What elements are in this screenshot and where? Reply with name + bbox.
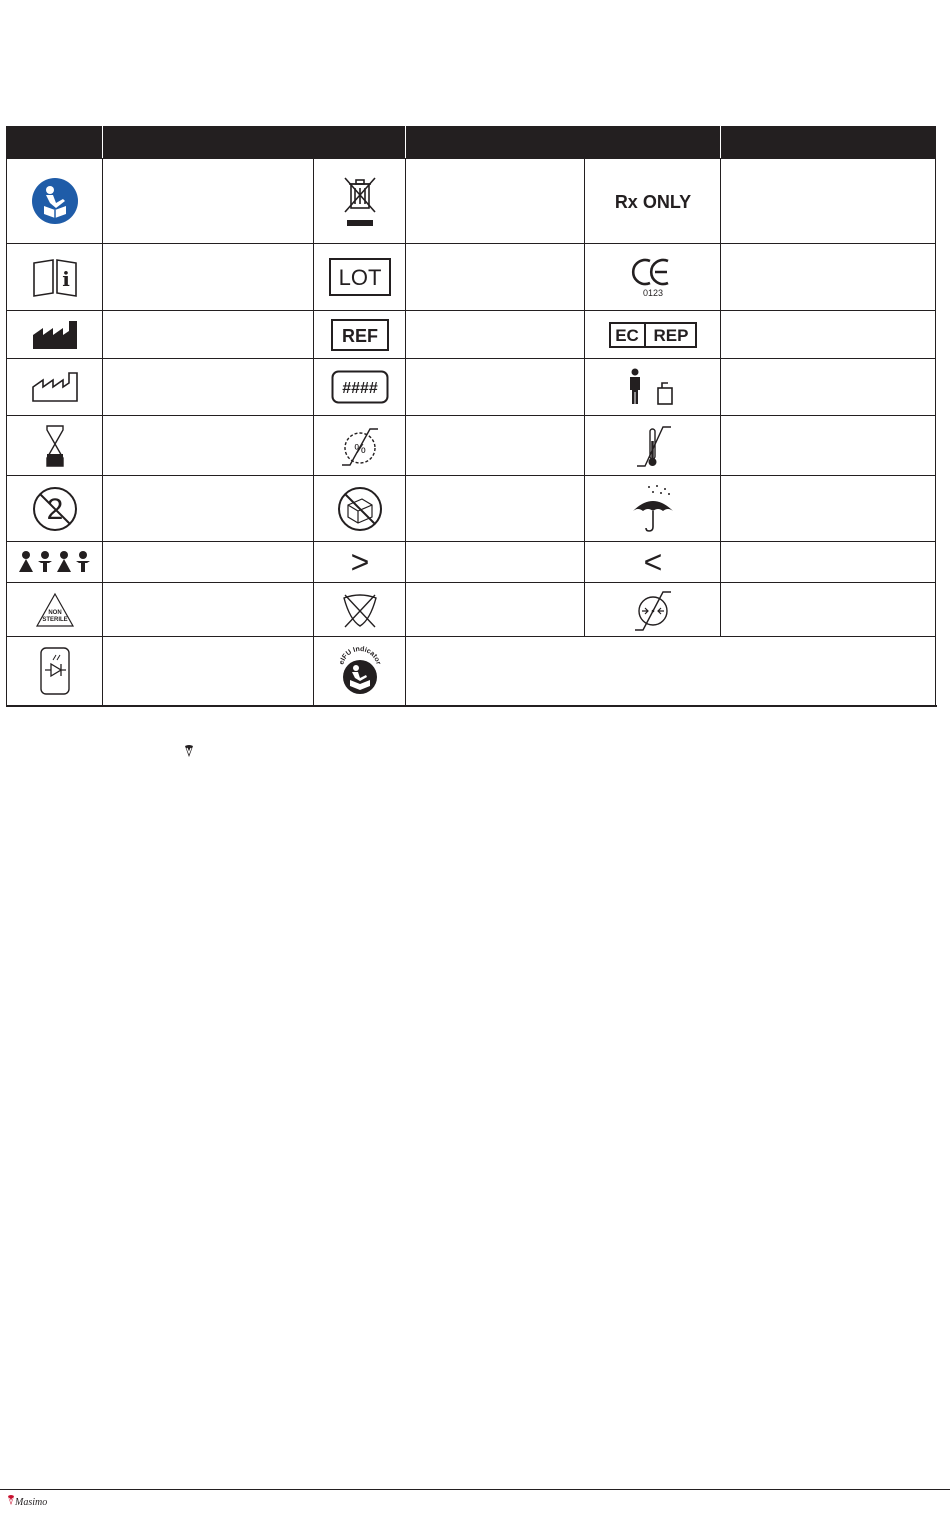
svg-text:LOT: LOT — [338, 265, 381, 290]
follow-instructions-icon — [7, 159, 103, 244]
ce-mark-icon — [585, 244, 721, 311]
description-cell — [406, 416, 585, 476]
description-cell — [721, 542, 936, 583]
svg-text:EC: EC — [614, 325, 639, 345]
do-not-reuse-icon — [7, 476, 103, 542]
use-by-date-icon — [7, 416, 103, 476]
not-latex-icon — [314, 583, 406, 637]
svg-text:NON: NON — [47, 609, 62, 616]
body-weight-icon — [585, 359, 721, 416]
description-cell — [103, 244, 314, 311]
description-cell — [406, 311, 585, 359]
description-cell — [103, 359, 314, 416]
ec-rep-icon — [585, 311, 721, 359]
svg-text:REF: REF — [341, 325, 378, 346]
lot-code-icon — [314, 244, 406, 311]
table-row — [7, 476, 936, 542]
manufacture-date-icon — [7, 359, 103, 416]
weee-disposal-icon — [314, 159, 406, 244]
table-row — [7, 583, 936, 637]
serial-number-icon — [314, 359, 406, 416]
symbols-table — [6, 126, 936, 707]
efu-indicator-icon — [314, 637, 406, 706]
svg-text:STERILE: STERILE — [41, 616, 68, 623]
greater-than-icon — [314, 542, 406, 583]
svg-text:2: 2 — [46, 492, 63, 526]
header-symbol-col-3 — [585, 126, 721, 159]
description-cell — [103, 416, 314, 476]
non-sterile-icon — [7, 583, 103, 637]
header-description-col-3 — [721, 126, 936, 159]
description-cell — [721, 311, 936, 359]
ref-catalog-icon — [314, 311, 406, 359]
description-cell — [406, 359, 585, 416]
humidity-limit-icon — [314, 416, 406, 476]
svg-text:i: i — [61, 267, 70, 291]
temperature-limit-icon — [585, 416, 721, 476]
svg-text:eIFU Indicator: eIFU Indicator — [337, 645, 382, 666]
instructions-info-icon — [7, 244, 103, 311]
header-description-col-2 — [406, 126, 585, 159]
svg-text:####: #### — [341, 380, 378, 397]
description-cell — [103, 311, 314, 359]
svg-text:REP: REP — [653, 325, 688, 345]
svg-text:%: % — [353, 440, 366, 456]
keep-dry-icon — [585, 476, 721, 542]
description-cell — [721, 416, 936, 476]
table-row — [7, 311, 936, 359]
header-symbol-col-1 — [7, 126, 103, 159]
table-row — [7, 359, 936, 416]
description-cell — [721, 159, 936, 244]
description-cell — [103, 159, 314, 244]
description-cell — [721, 583, 936, 637]
description-cell — [406, 159, 585, 244]
table-row — [7, 159, 936, 244]
rx-only-icon — [585, 159, 721, 244]
description-cell — [103, 476, 314, 542]
svg-text:<: < — [643, 544, 662, 580]
table-row — [7, 542, 936, 583]
description-cell — [721, 476, 936, 542]
description-cell — [406, 583, 585, 637]
description-cell — [406, 637, 936, 706]
footer-rule — [0, 1489, 950, 1490]
svg-text:Rx ONLY: Rx ONLY — [614, 192, 691, 212]
less-than-icon — [585, 542, 721, 583]
description-cell — [103, 583, 314, 637]
svg-text:0123: 0123 — [642, 288, 663, 298]
patient-population-icon — [7, 542, 103, 583]
table-row — [7, 244, 936, 311]
light-emitting-diode-icon — [7, 637, 103, 706]
do-not-use-damaged-package-icon — [314, 476, 406, 542]
atmospheric-pressure-limit-icon — [585, 583, 721, 637]
description-cell — [721, 244, 936, 311]
table-header — [7, 126, 936, 159]
description-cell — [103, 637, 314, 706]
page-mark-icon — [184, 744, 194, 758]
manufacturer-icon — [7, 311, 103, 359]
header-symbol-col-2 — [314, 126, 406, 159]
svg-text:>: > — [350, 544, 369, 580]
description-cell — [406, 244, 585, 311]
svg-text:Masimo: Masimo — [15, 1497, 48, 1508]
description-cell — [103, 542, 314, 583]
description-cell — [721, 359, 936, 416]
table-row — [7, 637, 936, 706]
masimo-logo-icon — [7, 1494, 48, 1510]
header-description-col-1 — [103, 126, 314, 159]
description-cell — [406, 542, 585, 583]
description-cell — [406, 476, 585, 542]
table-row — [7, 416, 936, 476]
